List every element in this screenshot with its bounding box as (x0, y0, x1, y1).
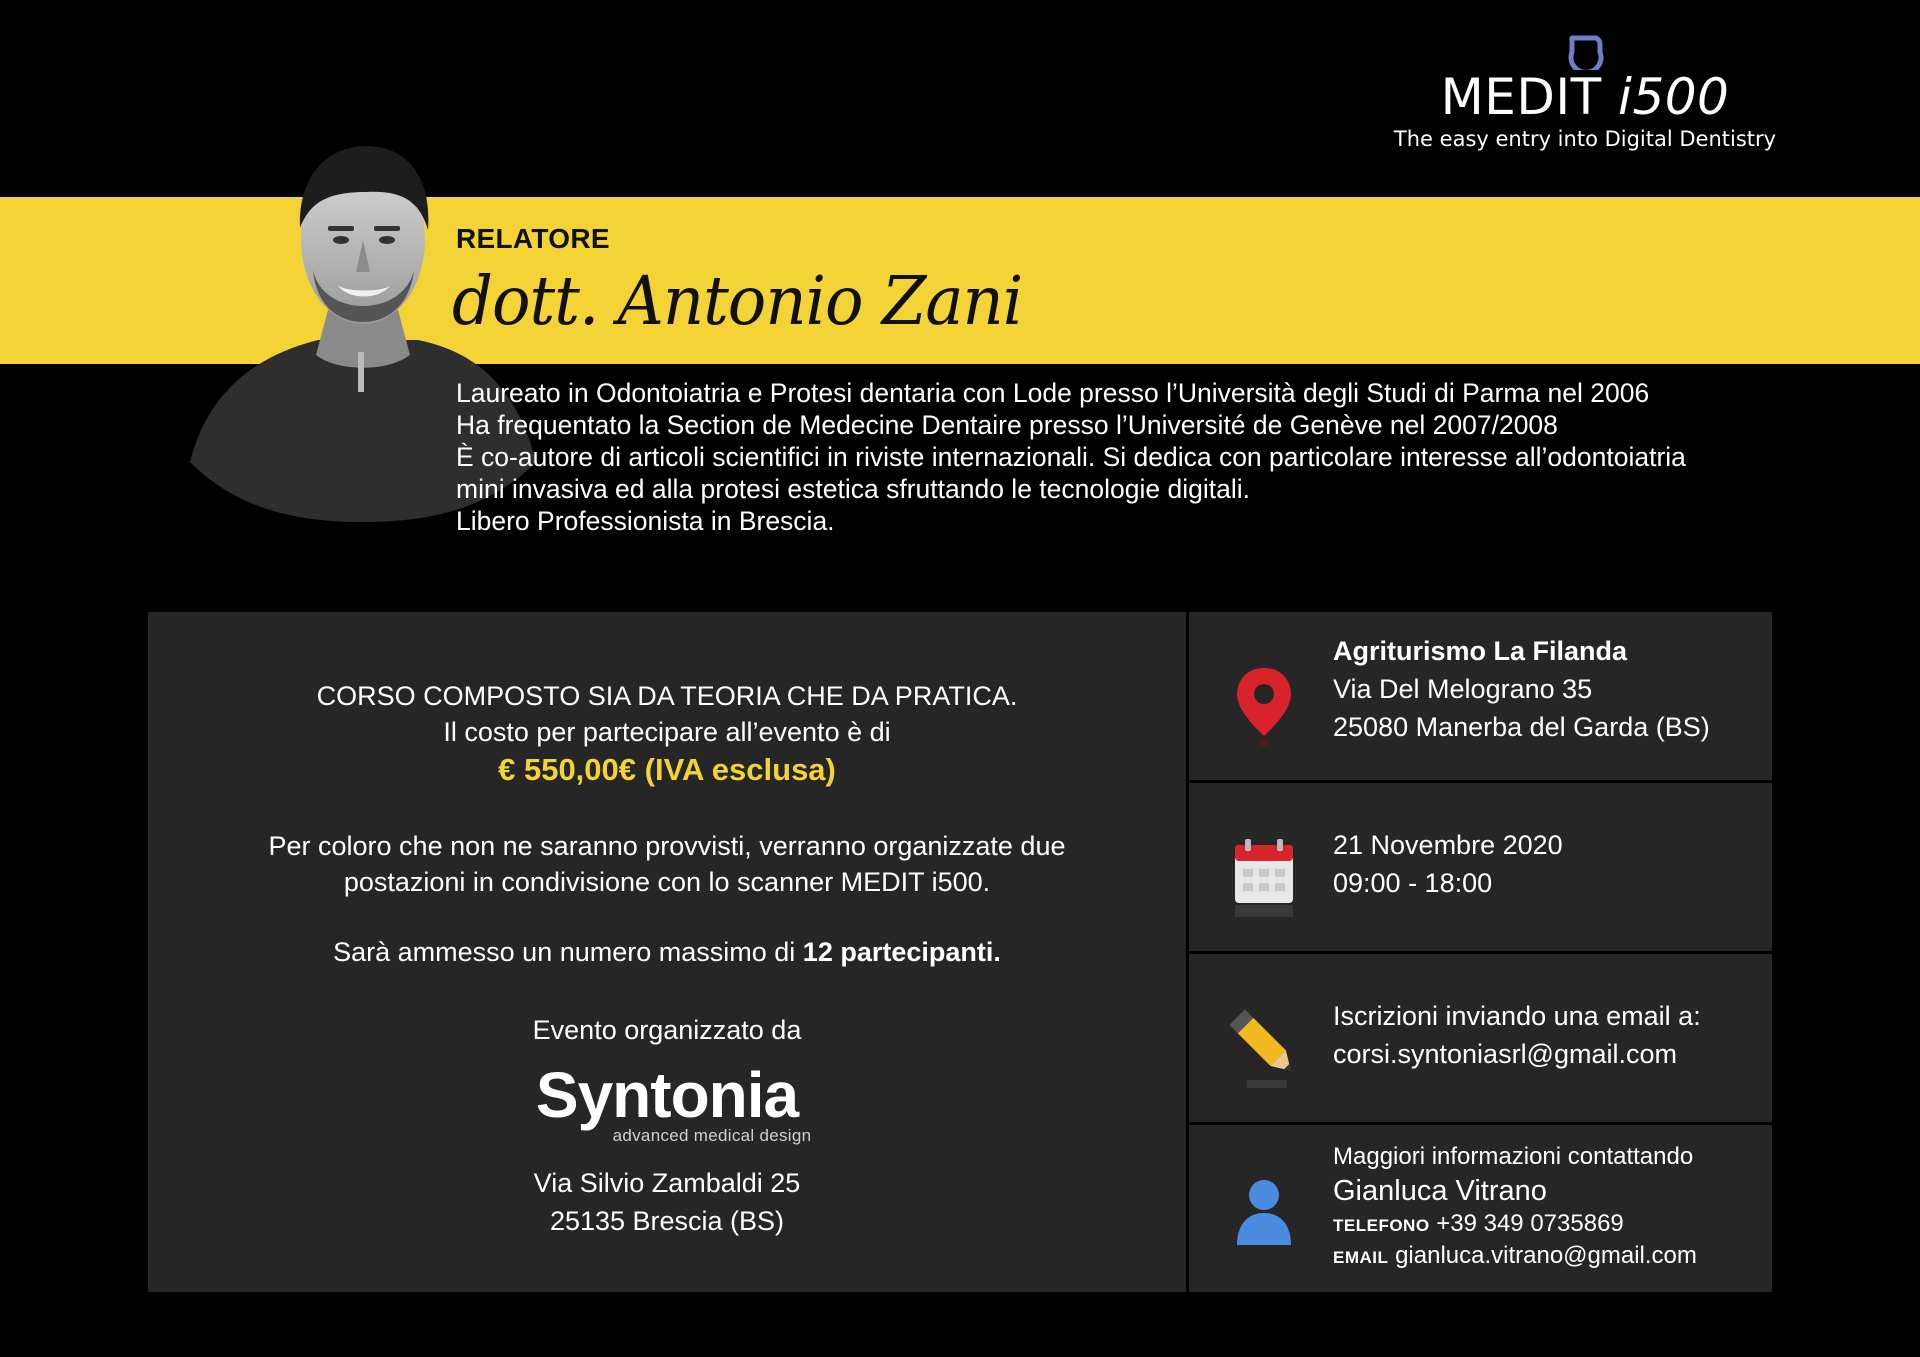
venue-row (1189, 612, 1772, 780)
brand-tagline: The easy entry into Digital Dentistry (1393, 127, 1777, 151)
bio-line: mini invasiva ed alla protesi estetica sfruttando le tecnologie digitali. (456, 474, 1250, 504)
phone-label: TELEFONO (1333, 1216, 1430, 1235)
registration-label: Iscrizioni inviando una email a: (1333, 1001, 1701, 1031)
contact-text (1333, 1141, 1762, 1273)
venue-name: Agriturismo La Filanda (1333, 636, 1628, 666)
registration-text (1333, 997, 1762, 1073)
course-headline: CORSO COMPOSTO SIA DA TEORIA CHE DA PRATICA. (316, 681, 1018, 711)
course-info-panel (148, 612, 1186, 1292)
event-date: 21 Novembre 2020 (1333, 830, 1563, 860)
syntonia-logo (148, 1060, 1186, 1146)
venue-street: Via Del Melograno 35 (1333, 674, 1593, 704)
organizer-address (148, 1164, 1186, 1240)
brand-name: MEDIT i500 (1440, 68, 1730, 126)
calendar-icon (1225, 835, 1303, 921)
speaker-name: dott. Antonio Zani (452, 263, 1023, 341)
capacity-prefix: Sarà ammesso un numero massimo di (333, 937, 803, 967)
course-price: € 550,00€ (IVA esclusa) (498, 752, 836, 787)
cost-intro: Il costo per partecipare all’evento è di (443, 717, 891, 747)
venue-text (1333, 632, 1762, 746)
organizer-address-line: 25135 Brescia (BS) (549, 1206, 785, 1236)
venue-city: 25080 Manerba del Garda (BS) (1333, 712, 1710, 742)
location-pin-icon (1225, 664, 1303, 746)
stations-line: postazioni in condivisione con lo scanner MEDIT i500. (343, 867, 991, 897)
schedule-row (1189, 783, 1772, 951)
speaker-label: RELATORE (456, 223, 610, 254)
contact-row (1189, 1125, 1772, 1292)
organizer-subtitle: advanced medical design (612, 1126, 812, 1145)
capacity-note (148, 934, 1186, 970)
brand-block (1380, 34, 1790, 152)
organizer-address-line: Via Silvio Zambaldi 25 (533, 1168, 801, 1198)
organizer-label: Evento organizzato da (532, 1015, 802, 1045)
contact-label: Maggiori informazioni contattando (1333, 1143, 1694, 1170)
contact-email[interactable]: gianluca.vitrano@gmail.com (1395, 1242, 1697, 1269)
capacity-count: 12 partecipanti. (802, 937, 1001, 967)
pencil-icon (1225, 1004, 1303, 1090)
stations-line: Per coloro che non ne saranno provvisti, verranno organizzate due (268, 831, 1066, 861)
speaker-bio (456, 377, 1686, 537)
stations-note (148, 828, 1186, 900)
event-time: 09:00 - 18:00 (1333, 868, 1493, 898)
event-details (1189, 612, 1772, 1292)
organizer-name: Syntonia (535, 1059, 799, 1131)
registration-email[interactable]: corsi.syntoniasrl@gmail.com (1333, 1039, 1677, 1069)
medit-logo-icon (1566, 34, 1604, 70)
brand-model: i500 (1618, 68, 1730, 126)
bio-line: È co-autore di articoli scientifici in riviste internazionali. Si dedica con particolare interesse all’odontoiatria (456, 442, 1686, 472)
user-icon (1225, 1177, 1303, 1249)
registration-row (1189, 954, 1772, 1122)
course-summary (148, 678, 1186, 790)
email-label: EMAIL (1333, 1248, 1389, 1267)
contact-phone[interactable]: +39 349 0735869 (1436, 1210, 1624, 1237)
schedule-text (1333, 826, 1762, 902)
bio-line: Laureato in Odontoiatria e Protesi dentaria con Lode presso l’Università degli Studi di Parma nel 2006 (456, 378, 1650, 408)
bio-line: Ha frequentato la Section de Medecine Dentaire presso l’Université de Genève nel 2007/2008 (456, 410, 1558, 440)
bio-line: Libero Professionista in Brescia. (456, 506, 835, 536)
contact-name: Gianluca Vitrano (1333, 1175, 1547, 1207)
